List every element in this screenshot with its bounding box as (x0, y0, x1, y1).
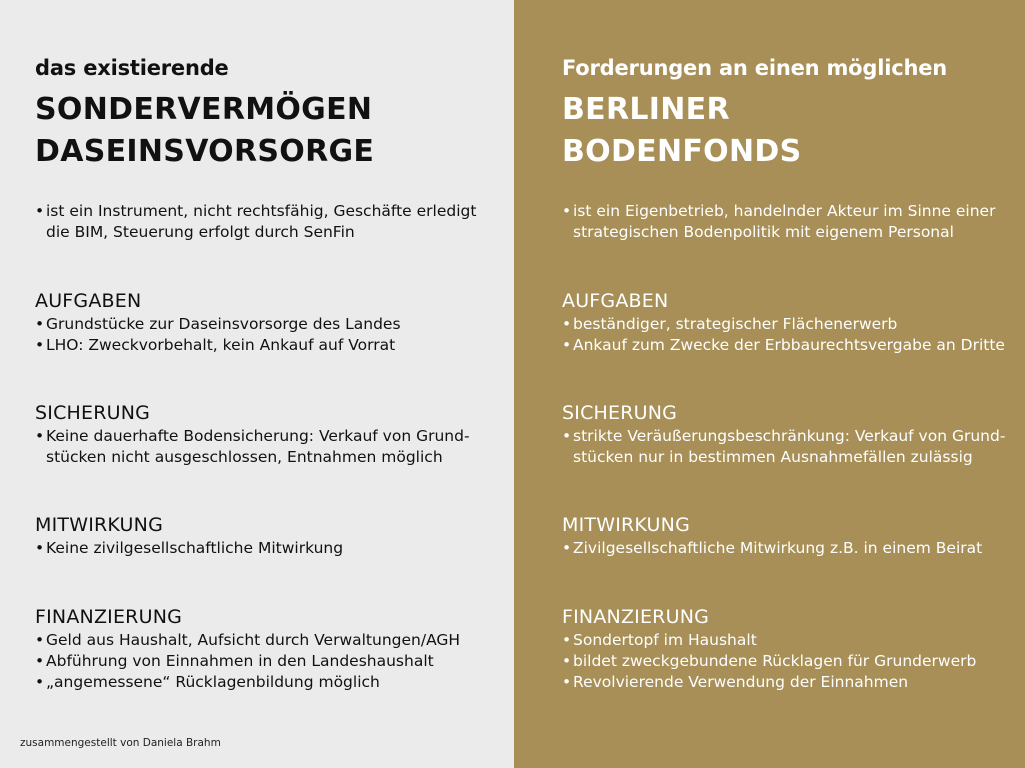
left-section-finanzierung (35, 606, 460, 693)
credit-text: zusammengestellt von Daniela Brahm (20, 737, 221, 749)
list-item-line: stücken nicht ausgeschlossen, Entnahmen möglich (46, 448, 443, 466)
right-aufgaben-heading: AUFGABEN (562, 290, 669, 312)
left-intro-line: die BIM, Steuerung erfolgt durch SenFin (46, 223, 355, 241)
right-title-line: BODENFONDS (562, 134, 802, 169)
list-item (35, 426, 470, 468)
list-item (562, 426, 1005, 468)
left-intro-item (35, 201, 476, 243)
left-sicherung-heading: SICHERUNG (35, 402, 151, 424)
left-intro-line: • ist ein Instrument, nicht rechtsfähig, Geschäfte erledigt (46, 202, 477, 220)
list-item-line: • strikte Veräußerungsbeschränkung: Verkauf von Grund- (573, 427, 1006, 445)
left-section-aufgaben (35, 290, 401, 356)
list-item: • Abführung von Einnahmen in den Landeshaushalt (35, 651, 460, 672)
left-title-line: SONDERVERMÖGEN (35, 92, 373, 127)
left-intro (35, 201, 476, 243)
left-main-title (35, 89, 374, 173)
left-pre-title: das existierende (35, 56, 229, 80)
list-item: • Sondertopf im Haushalt (562, 630, 976, 651)
right-intro-line: • ist ein Eigenbetrieb, handelnder Akteur im Sinne einer (573, 202, 996, 220)
right-column (514, 0, 1025, 768)
right-finanzierung-heading: FINANZIERUNG (562, 606, 710, 628)
right-intro-line: strategischen Bodenpolitik mit eigenem Personal (573, 223, 954, 241)
list-item: • Zivilgesellschaftliche Mitwirkung z.B. in einem Beirat (562, 538, 982, 559)
right-section-aufgaben (562, 290, 1005, 356)
list-item: • Grundstücke zur Daseinsvorsorge des Landes (35, 314, 401, 335)
list-item: • bildet zweckgebundene Rücklagen für Grunderwerb (562, 651, 976, 672)
list-item: • Ankauf zum Zwecke der Erbbaurechtsvergabe an Dritte (562, 335, 1005, 356)
list-item-line: • Keine dauerhafte Bodensicherung: Verkauf von Grund- (46, 427, 470, 445)
right-sicherung-heading: SICHERUNG (562, 402, 678, 424)
right-section-finanzierung (562, 606, 976, 693)
left-section-sicherung (35, 402, 470, 468)
right-section-sicherung (562, 402, 1005, 468)
list-item: • Keine zivilgesellschaftliche Mitwirkung (35, 538, 343, 559)
right-pre-title: Forderungen an einen möglichen (562, 56, 948, 80)
list-item: • „angemessene“ Rücklagenbildung möglich (35, 672, 460, 693)
right-intro (562, 201, 995, 243)
right-mitwirkung-heading: MITWIRKUNG (562, 514, 690, 536)
list-item-line: stücken nur in bestimmen Ausnahmefällen zulässig (573, 448, 973, 466)
list-item: • beständiger, strategischer Flächenerwerb (562, 314, 1005, 335)
list-item: • Geld aus Haushalt, Aufsicht durch Verwaltungen/AGH (35, 630, 460, 651)
list-item: • Revolvierende Verwendung der Einnahmen (562, 672, 976, 693)
left-aufgaben-heading: AUFGABEN (35, 290, 142, 312)
list-item: • LHO: Zweckvorbehalt, kein Ankauf auf Vorrat (35, 335, 401, 356)
left-finanzierung-heading: FINANZIERUNG (35, 606, 183, 628)
right-main-title (562, 89, 801, 173)
left-section-mitwirkung (35, 514, 343, 559)
left-mitwirkung-heading: MITWIRKUNG (35, 514, 163, 536)
right-intro-item (562, 201, 995, 243)
left-title-line: DASEINSVORSORGE (35, 134, 375, 169)
right-title-line: BERLINER (562, 92, 730, 127)
right-section-mitwirkung (562, 514, 982, 559)
